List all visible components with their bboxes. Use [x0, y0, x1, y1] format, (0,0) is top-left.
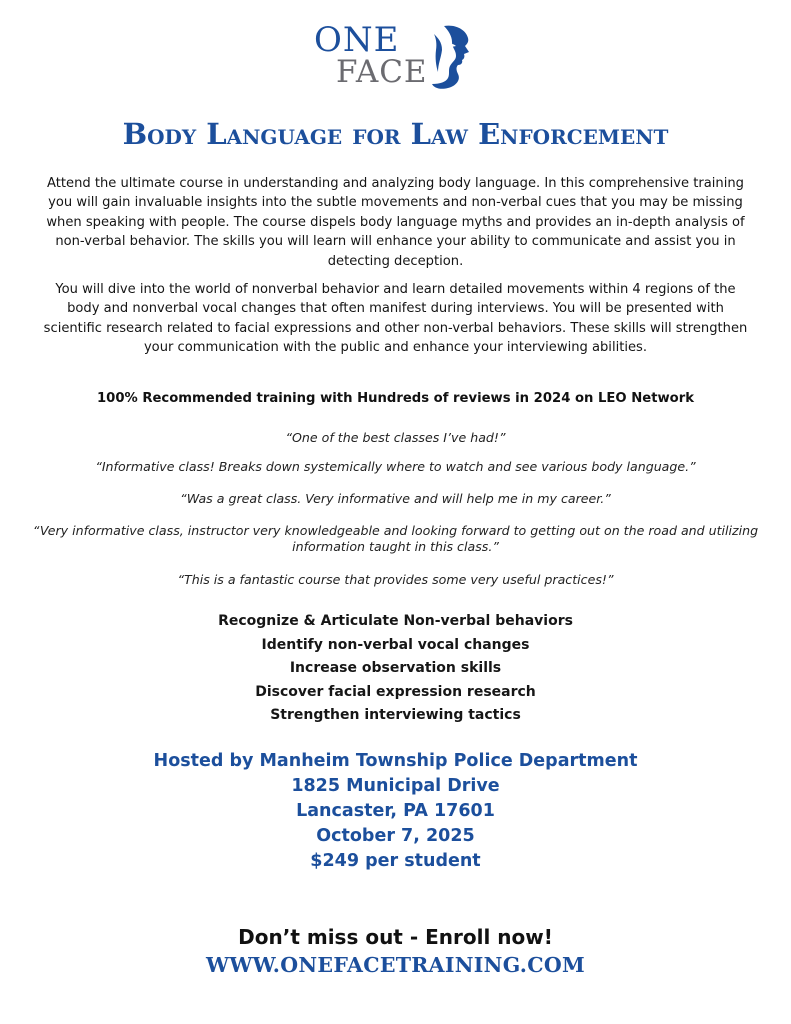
- testimonial: “Was a great class. Very informative and will help me in my career.”: [180, 491, 611, 506]
- skill-item: Recognize & Articulate Non-verbal behaviors: [218, 613, 573, 629]
- face-profile-icon: [430, 24, 474, 90]
- skill-item: Identify non-verbal vocal changes: [261, 636, 530, 653]
- event-address-line-1: 1825 Municipal Drive: [291, 776, 500, 796]
- testimonial: “This is a fantastic course that provides some very useful practices!”: [177, 572, 614, 587]
- event-address-line-2: Lancaster, PA 17601: [296, 801, 495, 821]
- testimonial: “One of the best classes I’ve had!”: [285, 430, 506, 445]
- website-link[interactable]: WWW.ONEFACETRAINING.COM: [206, 953, 585, 977]
- skills-list: [0, 610, 791, 728]
- recommendation-line: 100% Recommended training with Hundreds of reviews in 2024 on LEO Network: [96, 391, 695, 406]
- logo-text-one: ONE: [314, 20, 400, 60]
- event-price: $249 per student: [310, 851, 481, 871]
- intro-paragraph-2: You will dive into the world of nonverbal behavior and learn detailed movements within 4 regions of the body and nonverbal vocal changes that often manifest during interviews. You will be presented with scientific research related to facial expressions and other non-verbal behaviors. These skills will strengthen your communication with the public and enhance your interviewing abilities.: [43, 282, 748, 356]
- logo-text-face: FACE: [336, 54, 428, 90]
- event-host: Hosted by Manheim Township Police Department: [153, 751, 638, 771]
- event-date: October 7, 2025: [316, 826, 475, 846]
- enroll-call-to-action: Don’t miss out - Enroll now!: [238, 925, 553, 949]
- page-title: Body Language for Law Enforcement: [122, 117, 669, 151]
- skill-item: Discover facial expression research: [255, 683, 536, 700]
- one-face-logo: [312, 22, 482, 92]
- testimonial: “Very informative class, instructor very knowledgeable and looking forward to getting out on the road and utilizing information taught in this class.”: [32, 523, 759, 554]
- event-details: [0, 749, 791, 874]
- intro-paragraph-1: Attend the ultimate course in understanding and analyzing body language. In this comprehensive training you will gain invaluable insights into the subtle movements and non-verbal cues that you may be missing when speaking with people. The course dispels body language myths and provides an in-depth analysis of non-verbal behavior. The skills you will learn will enhance your ability to communicate and assist you in detecting deception.: [46, 176, 745, 269]
- testimonial: “Informative class! Breaks down systemically where to watch and see various body language.”: [95, 459, 696, 474]
- skill-item: Increase observation skills: [289, 660, 502, 676]
- skill-item: Strengthen interviewing tactics: [270, 707, 521, 723]
